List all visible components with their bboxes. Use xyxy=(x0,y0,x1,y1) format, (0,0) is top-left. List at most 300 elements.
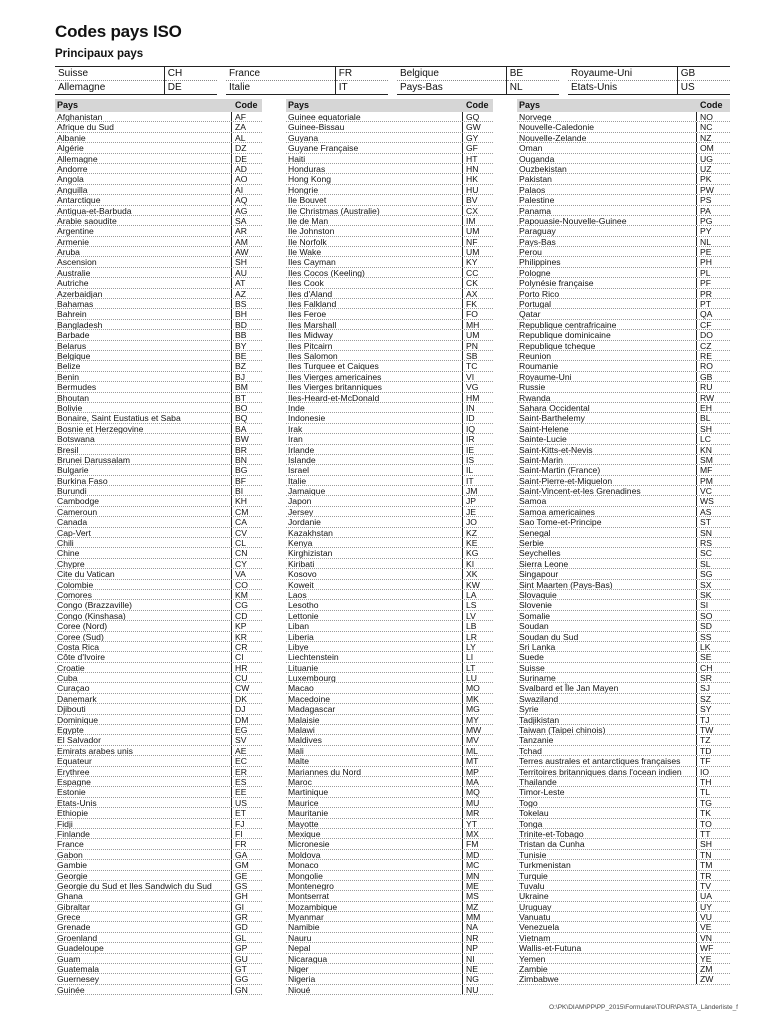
country-name: Irak xyxy=(288,423,303,434)
page-title: Codes pays ISO xyxy=(55,22,182,41)
country-name: Angola xyxy=(57,174,84,184)
table-row xyxy=(55,195,262,205)
country-name: Cuba xyxy=(57,673,78,683)
country-code: GF xyxy=(462,143,493,152)
table-row xyxy=(286,330,493,340)
country-name: Jersey xyxy=(288,506,314,517)
country-name: Dominique xyxy=(57,714,99,725)
table-row xyxy=(55,580,262,590)
table-row xyxy=(55,850,262,860)
table-row xyxy=(517,663,730,673)
country-name: Grece xyxy=(57,912,81,922)
country-name: Zambie xyxy=(519,964,548,974)
country-name: Ethiopie xyxy=(57,808,89,818)
country-code: ME xyxy=(462,881,493,890)
table-row xyxy=(286,569,493,579)
table-row xyxy=(286,538,493,548)
country-name: Republique tcheque xyxy=(519,340,596,350)
table-row xyxy=(55,455,262,465)
table-row xyxy=(286,465,493,475)
table-row xyxy=(286,445,493,455)
table-row xyxy=(286,424,493,434)
table-row xyxy=(517,829,730,839)
table-row xyxy=(55,174,262,184)
country-code: CD xyxy=(231,611,262,620)
country-code: UM xyxy=(462,226,493,235)
country-code: SX xyxy=(696,580,730,589)
table-row xyxy=(55,943,262,953)
country-name: Kenya xyxy=(288,538,313,548)
table-row xyxy=(286,434,493,444)
country-name: Coree (Sud) xyxy=(57,631,104,641)
table-row xyxy=(517,372,730,382)
country-code: PW xyxy=(696,185,730,194)
country-name: Lettonie xyxy=(288,610,319,621)
country-code: GN xyxy=(231,985,262,994)
country-code: CO xyxy=(231,580,262,589)
table-row xyxy=(286,164,493,174)
table-row xyxy=(286,735,493,745)
table-row xyxy=(517,933,730,943)
country-code: AL xyxy=(231,133,262,142)
table-row xyxy=(517,237,730,247)
country-code: MM xyxy=(462,912,493,921)
country-name: Indonesie xyxy=(288,413,326,423)
country-name: Malaisie xyxy=(288,714,320,725)
table-row xyxy=(55,268,262,278)
country-code: MS xyxy=(462,891,493,900)
country-name: Fidji xyxy=(57,818,73,828)
country-name: Estonie xyxy=(57,787,86,797)
country-code: CH xyxy=(164,67,217,81)
table-row xyxy=(286,652,493,662)
country-code: RU xyxy=(696,382,730,391)
country-name: Pakistan xyxy=(519,174,552,184)
table-row xyxy=(286,413,493,423)
table-row xyxy=(286,174,493,184)
country-name: Soudan xyxy=(519,621,549,631)
country-code: TM xyxy=(696,860,730,869)
table-row xyxy=(286,964,493,974)
country-name: Panama xyxy=(519,205,552,215)
country-code: SE xyxy=(696,652,730,661)
country-code: SG xyxy=(696,569,730,578)
table-row xyxy=(286,974,493,984)
country-code: TD xyxy=(696,746,730,755)
country-code: PG xyxy=(696,216,730,225)
country-name: Maldives xyxy=(288,735,322,745)
table-row xyxy=(517,922,730,932)
country-code: XK xyxy=(462,569,493,578)
country-name: Ile Johnston xyxy=(288,226,335,236)
table-row xyxy=(55,746,262,756)
country-code: NZ xyxy=(696,133,730,142)
country-code: PH xyxy=(696,257,730,266)
table-row xyxy=(286,746,493,756)
country-code: HR xyxy=(231,663,262,672)
country-name: Serbie xyxy=(519,538,544,548)
country-name: Afghanistan xyxy=(57,112,103,122)
table-row xyxy=(55,922,262,932)
country-code: AX xyxy=(462,289,493,298)
country-code: PL xyxy=(696,268,730,277)
country-code: LK xyxy=(696,642,730,651)
country-code: LU xyxy=(462,673,493,682)
country-code: SJ xyxy=(696,683,730,692)
country-name: Colombie xyxy=(57,579,94,589)
country-code: US xyxy=(677,81,730,95)
country-code: GB xyxy=(677,67,730,81)
country-name: Nigeria xyxy=(288,974,316,984)
country-name: Pologne xyxy=(519,267,551,278)
table-row xyxy=(55,393,262,403)
country-name: Svalbard et Île Jan Mayen xyxy=(519,683,619,693)
country-code: LR xyxy=(462,632,493,641)
table-row xyxy=(55,819,262,829)
country-name: Ile Bouvet xyxy=(288,195,327,205)
table-row xyxy=(517,341,730,351)
country-code: OM xyxy=(696,143,730,152)
table-row xyxy=(517,715,730,725)
country-name: Grenade xyxy=(57,922,91,932)
country-code: BO xyxy=(231,403,262,412)
table-row xyxy=(517,143,730,153)
country-name: Bulgarie xyxy=(57,465,89,475)
table-row xyxy=(517,309,730,319)
country-name: Taiwan (Taipei chinois) xyxy=(519,725,606,735)
header-pays: Pays xyxy=(57,100,79,110)
table-row xyxy=(517,819,730,829)
country-code: SB xyxy=(462,351,493,360)
country-code: KH xyxy=(231,496,262,505)
country-code: UY xyxy=(696,902,730,911)
country-name: Togo xyxy=(519,797,538,808)
country-name: Mozambique xyxy=(288,901,338,912)
country-code: AW xyxy=(231,247,262,256)
country-name: Tanzanie xyxy=(519,735,554,745)
country-name: Chili xyxy=(57,538,74,548)
country-name: Azerbaidjan xyxy=(57,288,103,299)
country-name: Nicaragua xyxy=(288,953,328,964)
country-name: Palestine xyxy=(519,195,555,205)
table-row xyxy=(517,268,730,278)
table-row xyxy=(55,559,262,569)
country-code: DZ xyxy=(231,143,262,152)
table-row xyxy=(286,154,493,164)
table-row xyxy=(286,839,493,849)
country-code: GW xyxy=(462,122,493,131)
country-code: TT xyxy=(696,829,730,838)
table-row xyxy=(517,871,730,881)
country-code: MQ xyxy=(462,787,493,796)
country-name: Guinée xyxy=(57,984,85,995)
table-row xyxy=(517,122,730,132)
country-code: MT xyxy=(462,756,493,765)
country-code: BL xyxy=(696,413,730,422)
country-name: Maroc xyxy=(288,777,312,787)
country-code: AZ xyxy=(231,289,262,298)
country-name: Côte d'Ivoire xyxy=(57,652,105,662)
country-code: CA xyxy=(231,517,262,526)
country-code: SH xyxy=(696,839,730,848)
country-code: BZ xyxy=(231,361,262,370)
table-row xyxy=(517,954,730,964)
country-name: Ghana xyxy=(57,891,83,901)
column-header xyxy=(517,99,730,112)
table-row xyxy=(55,67,730,81)
country-name: Terres australes et antarctiques françaises xyxy=(519,756,681,766)
country-code: TF xyxy=(696,756,730,765)
country-code: ZA xyxy=(231,122,262,131)
country-code: CG xyxy=(231,600,262,609)
country-code: NU xyxy=(462,985,493,994)
country-code: CL xyxy=(231,538,262,547)
table-row xyxy=(286,185,493,195)
table-row xyxy=(55,777,262,787)
table-row xyxy=(286,247,493,257)
table-row xyxy=(55,361,262,371)
country-code: BE xyxy=(231,351,262,360)
country-name: Belarus xyxy=(57,340,87,350)
table-row xyxy=(517,569,730,579)
country-name: Reunion xyxy=(519,350,552,361)
country-code: SL xyxy=(696,559,730,568)
country-code: HU xyxy=(462,185,493,194)
country-name: Etats-Unis xyxy=(568,81,677,95)
country-code: KG xyxy=(462,548,493,557)
header-code: Code xyxy=(466,100,489,110)
table-row xyxy=(286,507,493,517)
country-name: Argentine xyxy=(57,226,94,236)
table-row xyxy=(517,860,730,870)
country-code: ET xyxy=(231,808,262,817)
table-row xyxy=(286,642,493,652)
country-code: PE xyxy=(696,247,730,256)
country-name: Antigua-et-Barbuda xyxy=(57,205,132,215)
table-row xyxy=(55,590,262,600)
country-code: EH xyxy=(696,403,730,412)
table-row xyxy=(55,445,262,455)
country-code: NC xyxy=(696,122,730,131)
table-row xyxy=(517,486,730,496)
country-name: Gambie xyxy=(57,860,88,870)
table-row xyxy=(517,517,730,527)
country-code: CN xyxy=(231,548,262,557)
country-name: Saint-Martin (France) xyxy=(519,465,601,475)
table-row xyxy=(517,164,730,174)
header-pays: Pays xyxy=(288,100,310,110)
country-code: IS xyxy=(462,455,493,464)
table-row xyxy=(286,382,493,392)
table-row xyxy=(517,746,730,756)
country-code: UA xyxy=(696,891,730,900)
country-name: Croatie xyxy=(57,662,85,673)
country-code: GS xyxy=(231,881,262,890)
table-row xyxy=(55,704,262,714)
country-name: Bermudes xyxy=(57,382,97,392)
country-code: ML xyxy=(462,746,493,755)
country-name: Aruba xyxy=(57,247,80,257)
country-code: JM xyxy=(462,486,493,495)
country-code: GH xyxy=(231,891,262,900)
country-name: Somalie xyxy=(519,610,551,621)
table-row xyxy=(55,403,262,413)
country-name: Luxembourg xyxy=(288,673,336,683)
country-name: Belgique xyxy=(57,350,91,361)
table-row xyxy=(55,912,262,922)
country-name: Nouvelle-Caledonie xyxy=(519,122,595,132)
country-name: Nioué xyxy=(288,984,311,995)
country-code: MK xyxy=(462,694,493,703)
country-name: El Salvador xyxy=(57,735,101,745)
country-name: Ouganda xyxy=(519,153,555,163)
table-row xyxy=(55,330,262,340)
country-code: KN xyxy=(696,445,730,454)
country-code: CI xyxy=(231,652,262,661)
country-code: FI xyxy=(231,829,262,838)
table-row xyxy=(55,341,262,351)
table-row xyxy=(286,455,493,465)
country-name: Armenie xyxy=(57,236,89,247)
country-name: Iles Cocos (Keeling) xyxy=(288,267,365,278)
column-header xyxy=(286,99,493,112)
country-name: Hongrie xyxy=(288,184,319,195)
country-code: UZ xyxy=(696,164,730,173)
country-code: VA xyxy=(231,569,262,578)
table-row xyxy=(55,829,262,839)
country-name: Laos xyxy=(288,589,307,600)
country-name: Haiti xyxy=(288,153,306,163)
table-row xyxy=(286,143,493,153)
table-row xyxy=(55,320,262,330)
country-code: GG xyxy=(231,974,262,983)
country-code: GQ xyxy=(462,112,493,121)
country-code: CY xyxy=(231,559,262,568)
country-code: LT xyxy=(462,663,493,672)
table-row xyxy=(517,455,730,465)
country-code: IN xyxy=(462,403,493,412)
country-name: Arabie saoudite xyxy=(57,215,117,226)
country-name: Lituanie xyxy=(288,662,319,673)
country-name: Myanmar xyxy=(288,912,324,922)
country-code: AG xyxy=(231,206,262,215)
country-name: Bhoutan xyxy=(57,392,90,402)
country-code: DE xyxy=(164,81,217,95)
country-name: Philippines xyxy=(519,257,561,267)
country-name: Israel xyxy=(288,465,310,475)
country-code: PN xyxy=(462,341,493,350)
country-code: YE xyxy=(696,954,730,963)
country-name: Inde xyxy=(288,402,305,413)
table-row xyxy=(55,548,262,558)
country-name: Lesotho xyxy=(288,600,319,610)
table-row xyxy=(55,185,262,195)
country-name: France xyxy=(57,839,84,849)
country-code: AF xyxy=(231,112,262,121)
country-code: GB xyxy=(696,372,730,381)
country-name: Libye xyxy=(288,641,309,652)
table-row xyxy=(55,309,262,319)
country-code: IL xyxy=(462,465,493,474)
country-code: IT xyxy=(335,81,388,95)
country-name: Iles Midway xyxy=(288,330,333,340)
table-row xyxy=(55,756,262,766)
country-code: HK xyxy=(462,174,493,183)
country-code: AQ xyxy=(231,195,262,204)
country-name: Samoa americaines xyxy=(519,506,595,517)
table-row xyxy=(517,891,730,901)
country-code: KR xyxy=(231,632,262,641)
country-name: Micronesie xyxy=(288,839,330,849)
column-header xyxy=(55,99,262,112)
country-code: ZW xyxy=(696,974,730,983)
country-name: Ile de Man xyxy=(288,215,329,226)
country-code: DO xyxy=(696,330,730,339)
table-row xyxy=(55,611,262,621)
country-name: Suisse xyxy=(55,67,164,81)
country-name: Trinite-et-Tobago xyxy=(519,828,584,839)
table-row xyxy=(517,767,730,777)
country-code: VG xyxy=(462,382,493,391)
country-name: Bolivie xyxy=(57,402,83,413)
country-name: Sint Maarten (Pays-Bas) xyxy=(519,579,613,589)
country-name: Martinique xyxy=(288,787,329,797)
header-code: Code xyxy=(235,100,258,110)
table-row xyxy=(517,289,730,299)
country-code: BB xyxy=(231,330,262,339)
country-code: ER xyxy=(231,767,262,776)
table-row xyxy=(286,237,493,247)
country-code: SA xyxy=(231,216,262,225)
table-row xyxy=(286,112,493,122)
table-row xyxy=(517,652,730,662)
country-code: SH xyxy=(696,424,730,433)
table-row xyxy=(517,247,730,257)
country-name: Singapour xyxy=(519,569,559,579)
table-row xyxy=(517,735,730,745)
table-row xyxy=(55,465,262,475)
country-name: Moldova xyxy=(288,849,321,860)
country-name: Cap-Vert xyxy=(57,527,91,538)
country-code: TC xyxy=(462,361,493,370)
country-code: BG xyxy=(231,465,262,474)
table-row xyxy=(286,226,493,236)
country-code: FJ xyxy=(231,819,262,828)
country-code: SM xyxy=(696,455,730,464)
country-name: Papouasie-Nouvelle-Guinee xyxy=(519,215,627,226)
table-row xyxy=(55,974,262,984)
country-code: MY xyxy=(462,715,493,724)
country-name: Saint-Vincent-et-les Grenadines xyxy=(519,486,641,496)
table-row xyxy=(286,943,493,953)
country-name: Bahamas xyxy=(57,299,94,309)
country-code: CU xyxy=(231,673,262,682)
table-row xyxy=(55,621,262,631)
country-name: Tadjikistan xyxy=(519,714,560,725)
country-code: GY xyxy=(462,133,493,142)
country-name: Autriche xyxy=(57,278,89,288)
table-row xyxy=(286,341,493,351)
country-code: MA xyxy=(462,777,493,786)
country-code: LB xyxy=(462,621,493,630)
table-row xyxy=(286,528,493,538)
country-code: ZM xyxy=(696,964,730,973)
table-row xyxy=(55,694,262,704)
table-row xyxy=(286,133,493,143)
country-name: Sahara Occidental xyxy=(519,402,590,413)
country-name: Tunisie xyxy=(519,849,547,860)
country-name: Burkina Faso xyxy=(57,475,108,486)
